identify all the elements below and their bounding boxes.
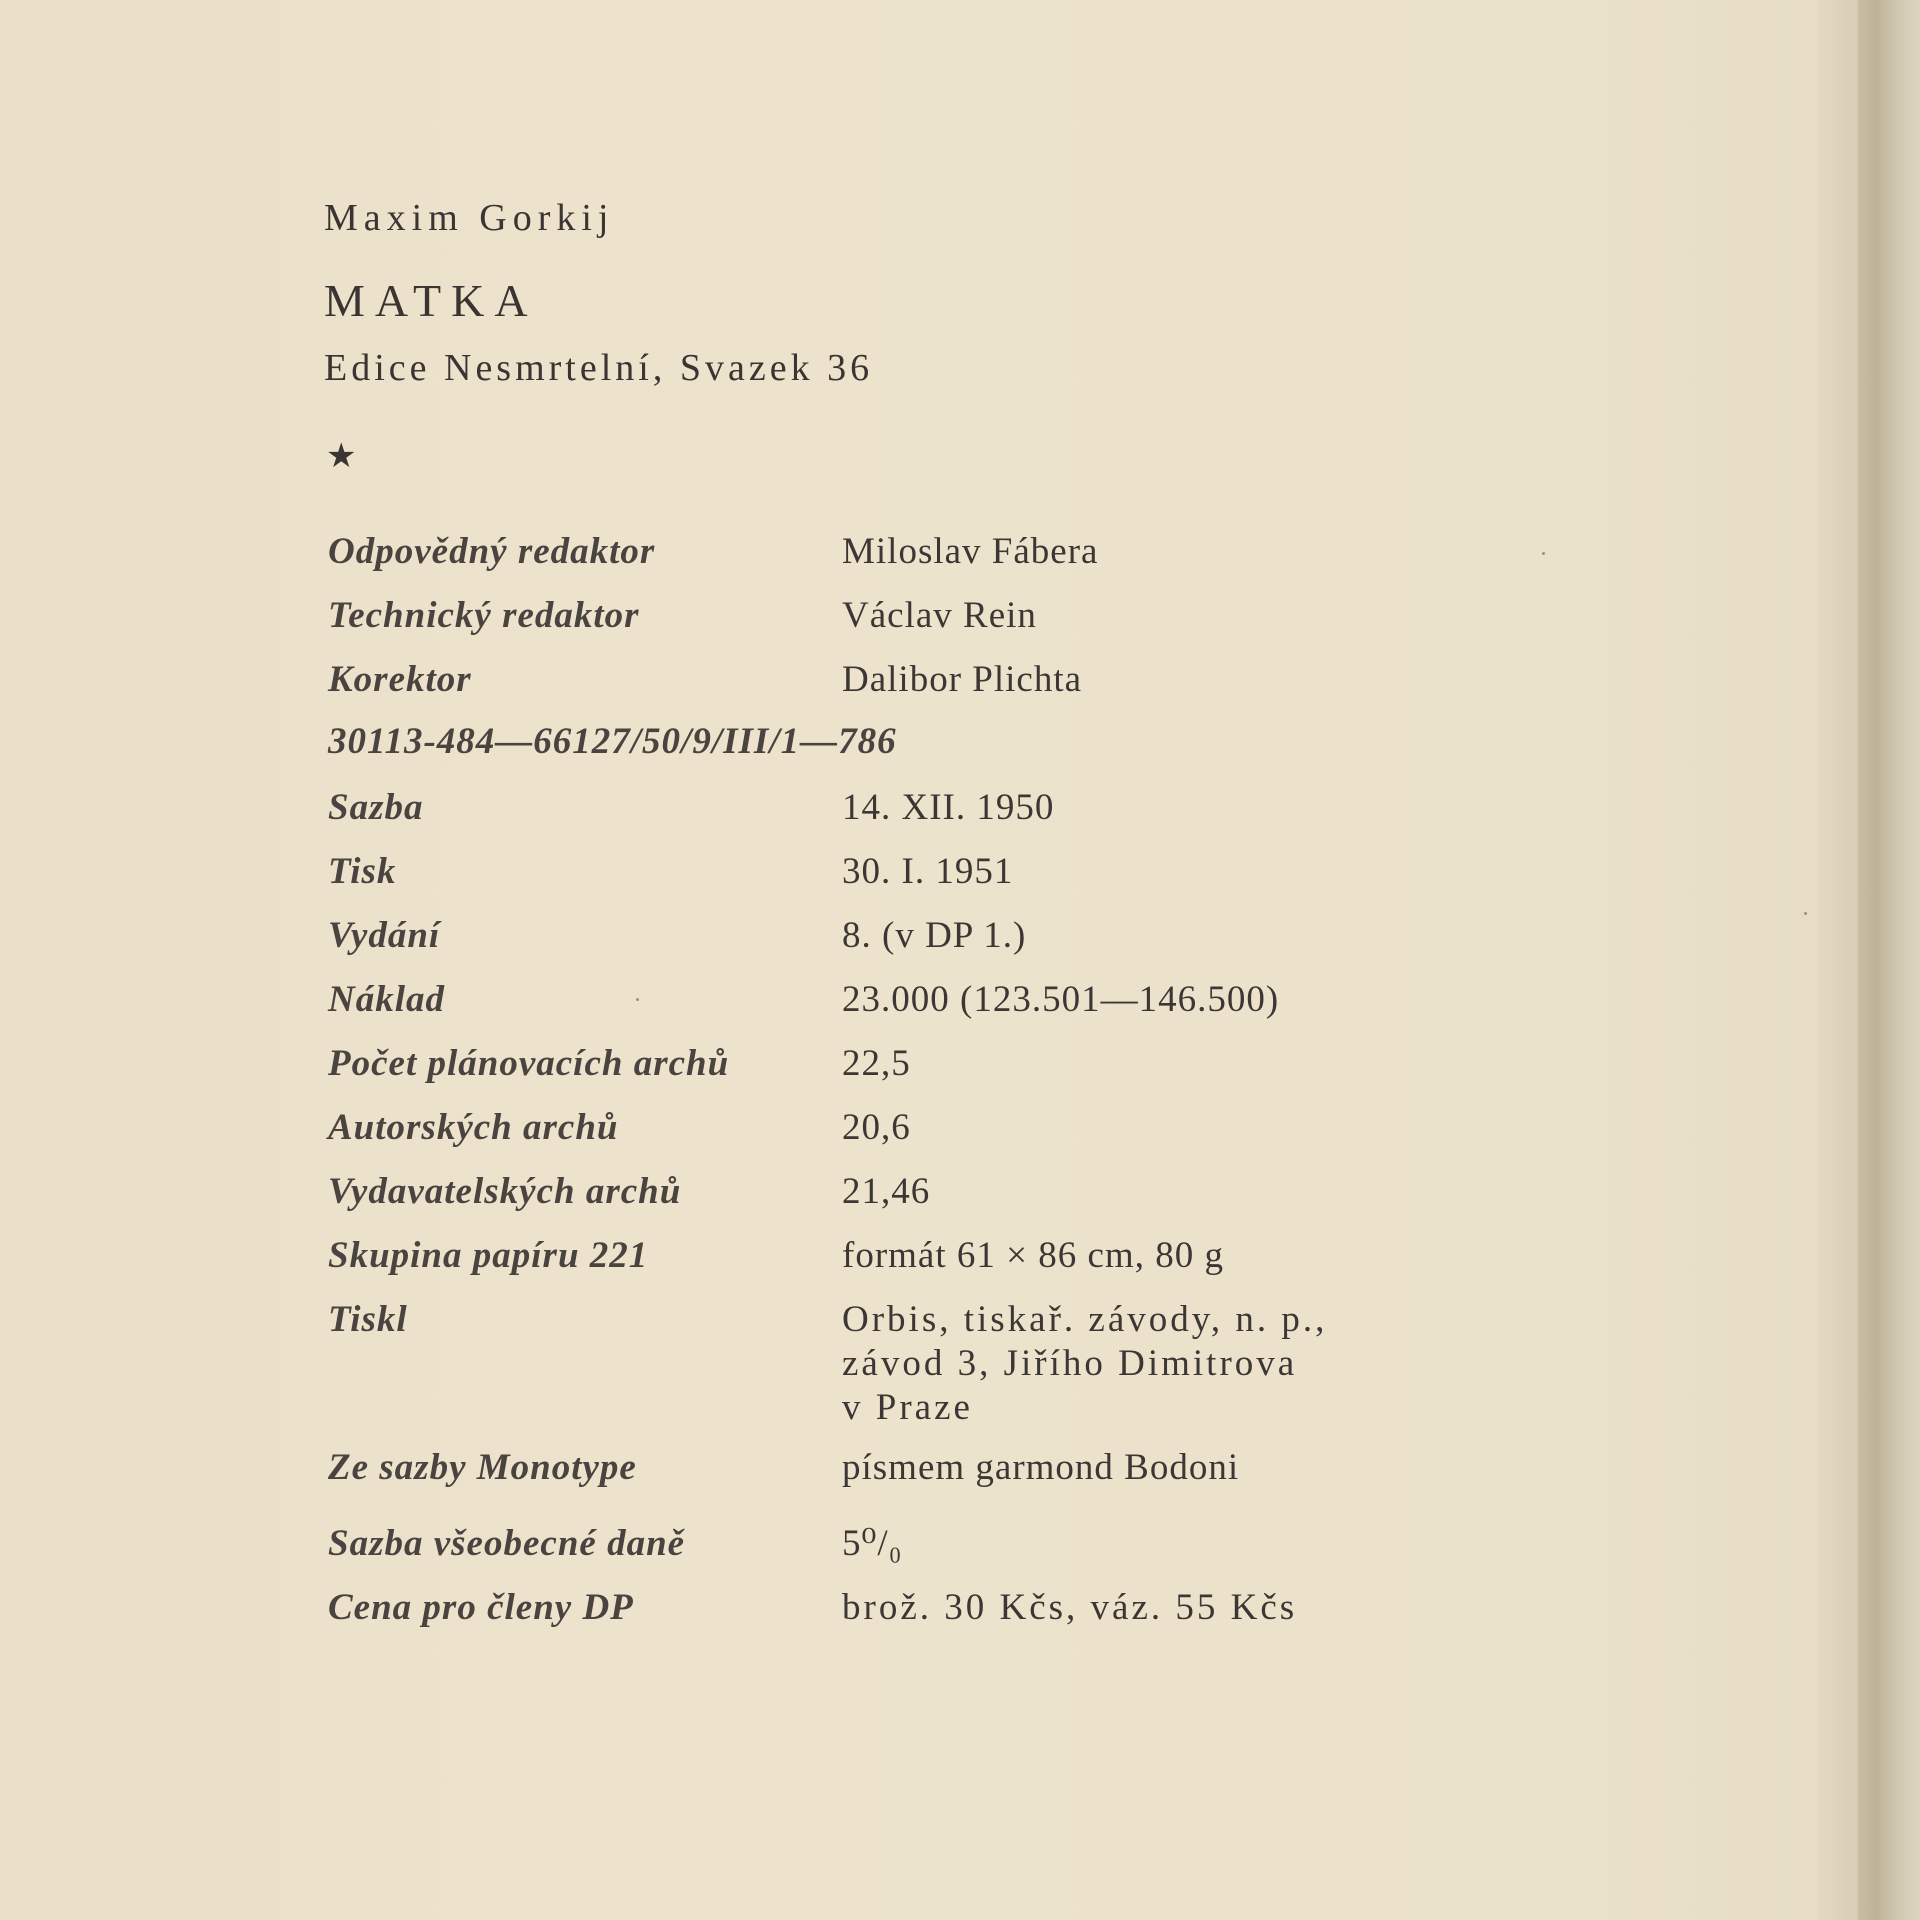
colophon-label: Tisk	[328, 851, 397, 892]
colophon-value: brož. 30 Kčs, váz. 55 Kčs	[842, 1587, 1298, 1628]
colophon-value: formát 61 × 86 cm, 80 g	[842, 1235, 1224, 1276]
paper-speck	[636, 998, 639, 1001]
colophon-value: písmem garmond Bodoni	[842, 1447, 1240, 1488]
colophon-label: Vydavatelských archů	[328, 1171, 682, 1212]
colophon-value: Dalibor Plichta	[842, 659, 1083, 700]
book-title: MATKA	[324, 275, 538, 326]
printer-line: v Praze	[842, 1387, 973, 1428]
colophon-label: Odpovědný redaktor	[328, 531, 656, 572]
colophon-label: Sazba	[328, 787, 424, 828]
colophon-value	[842, 1298, 1327, 1430]
colophon-value: 8. (v DP 1.)	[842, 915, 1027, 956]
colophon-label: Tiskl	[328, 1299, 408, 1340]
colophon-value: 5⁰/₀	[842, 1523, 903, 1564]
colophon-label: Ze sazby Monotype	[328, 1447, 637, 1488]
colophon-value: 23.000 (123.501—146.500)	[842, 979, 1280, 1020]
colophon-value: 21,46	[842, 1171, 931, 1212]
colophon-label: Náklad	[328, 979, 445, 1020]
star-ornament: ★	[326, 438, 357, 475]
colophon-label: Sazba všeobecné daně	[328, 1523, 686, 1564]
book-series: Edice Nesmrtelní, Svazek 36	[324, 347, 874, 389]
print-order-number: 30113-484—66127/50/9/III/1—786	[328, 721, 897, 762]
colophon-value: Václav Rein	[842, 595, 1037, 636]
paper-speck	[1804, 912, 1807, 915]
colophon-label: Korektor	[328, 659, 472, 700]
book-author: Maxim Gorkij	[324, 197, 615, 239]
colophon-value: 30. I. 1951	[842, 851, 1014, 892]
printer-line: Orbis, tiskař. závody, n. p.,	[842, 1299, 1328, 1340]
colophon-value: 14. XII. 1950	[842, 787, 1055, 828]
colophon-label: Vydání	[328, 915, 441, 956]
colophon-value: 22,5	[842, 1043, 911, 1084]
colophon-value: Miloslav Fábera	[842, 531, 1099, 572]
colophon-label: Autorských archů	[328, 1107, 619, 1148]
printer-line: závod 3, Jiřího Dimitrova	[842, 1343, 1298, 1384]
colophon-value: 20,6	[842, 1107, 911, 1148]
paper-speck	[1542, 552, 1545, 555]
colophon-label: Cena pro členy DP	[328, 1587, 634, 1628]
book-cover-edge	[1858, 0, 1920, 1920]
colophon-label: Skupina papíru 221	[328, 1235, 649, 1276]
colophon-label: Počet plánovacích archů	[328, 1043, 730, 1084]
page-edge	[1818, 0, 1858, 1920]
colophon-label: Technický redaktor	[328, 595, 640, 636]
